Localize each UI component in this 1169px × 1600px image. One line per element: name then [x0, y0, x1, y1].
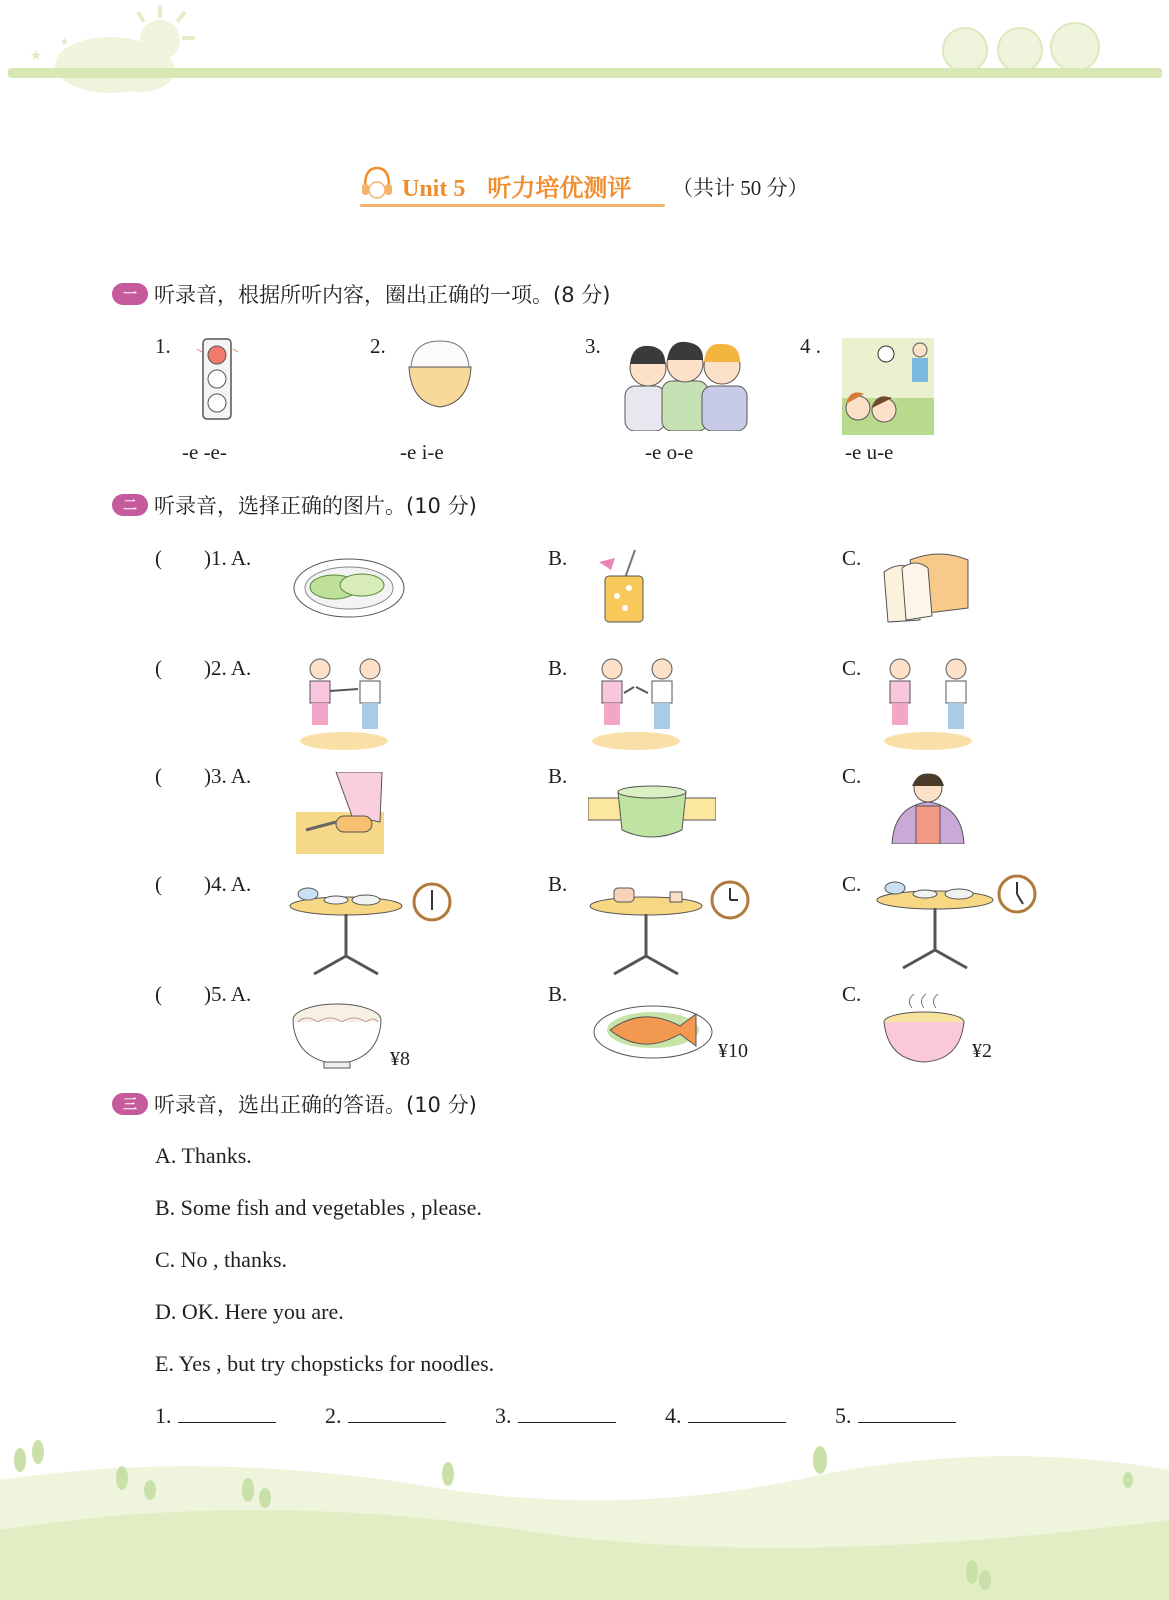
- blank-number: 1.: [155, 1403, 172, 1428]
- blank-line[interactable]: [348, 1422, 446, 1423]
- blank-number: 4.: [665, 1403, 682, 1428]
- noodle-bowl-icon[interactable]: [290, 1000, 385, 1072]
- answer-blank-4[interactable]: [665, 1403, 786, 1429]
- holding-bowl-icon[interactable]: [588, 782, 716, 844]
- s1-q1-number: 1.: [155, 334, 171, 358]
- s2-q2-b: B.: [548, 656, 568, 680]
- kids-scene-a-icon[interactable]: [298, 655, 390, 750]
- answer-blank-3[interactable]: [495, 1403, 616, 1429]
- table-clock-b-icon[interactable]: [588, 878, 756, 978]
- s1-q2-number: 2.: [370, 334, 386, 358]
- svg-text:★: ★: [60, 37, 69, 48]
- fish-price: ¥10: [718, 1040, 748, 1062]
- s2-q4-c: C.: [842, 872, 862, 896]
- section3-instruction: 听录音，选出正确的答语。(10 分): [154, 1093, 477, 1117]
- juice-glass-icon[interactable]: [595, 548, 660, 626]
- cutting-food-icon[interactable]: [296, 772, 384, 854]
- three-boys-icon: [620, 336, 750, 431]
- kids-scene-b-icon[interactable]: [590, 655, 682, 750]
- s2-q3-label[interactable]: ( )3. A.: [155, 764, 252, 788]
- answer-blank-5[interactable]: [835, 1403, 956, 1429]
- s1-q2-options[interactable]: -e i-e: [400, 440, 444, 464]
- unit-label: Unit 5: [402, 176, 466, 202]
- traffic-light-icon: [195, 335, 240, 430]
- s2-q1-b: B.: [548, 546, 568, 570]
- answer-blank-2[interactable]: [325, 1403, 446, 1429]
- headphones-icon: [360, 164, 394, 204]
- blank-line[interactable]: [858, 1422, 956, 1423]
- section2-badge: 二: [112, 494, 148, 516]
- s1-q3-options[interactable]: -e o-e: [645, 440, 694, 464]
- section3-badge: 三: [112, 1093, 148, 1115]
- answer-option-b: B. Some fish and vegetables , please.: [155, 1195, 482, 1220]
- s2-q2-c: C.: [842, 656, 862, 680]
- animal-friends-decoration-icon: [935, 15, 1115, 75]
- s2-q2-label[interactable]: ( )2. A.: [155, 656, 252, 680]
- section1-badge: 一: [112, 283, 148, 305]
- answer-option-e: E. Yes , but try chopsticks for noodles.: [155, 1351, 495, 1376]
- svg-text:★: ★: [30, 49, 43, 64]
- soup-bowl-icon[interactable]: [882, 992, 967, 1068]
- s1-q4-number: 4 .: [800, 334, 821, 358]
- s2-q3-b: B.: [548, 764, 568, 788]
- blank-line[interactable]: [518, 1422, 616, 1423]
- s1-q3-number: 3.: [585, 334, 601, 358]
- hills-decoration-icon: [0, 1440, 1169, 1600]
- section3-heading: [112, 1087, 477, 1121]
- football-kids-icon: [842, 338, 934, 435]
- woman-apron-icon[interactable]: [888, 772, 968, 844]
- sun-cloud-decoration-icon: [20, 0, 210, 100]
- s1-q4-options[interactable]: -e u-e: [845, 440, 894, 464]
- noodle-price: ¥8: [390, 1048, 410, 1070]
- title-text: [402, 168, 631, 203]
- section2-heading: [112, 488, 477, 522]
- section1-heading: [112, 277, 610, 311]
- section1-instruction: 听录音，根据所听内容，圈出正确的一项。(8 分): [154, 283, 611, 307]
- blank-line[interactable]: [178, 1422, 276, 1423]
- blank-line[interactable]: [688, 1422, 786, 1423]
- fish-plate-icon[interactable]: [592, 1000, 714, 1062]
- s2-q1-label[interactable]: ( )1. A.: [155, 546, 252, 570]
- answer-blank-1[interactable]: [155, 1403, 276, 1429]
- kids-scene-c-icon[interactable]: [882, 655, 974, 750]
- rice-bowl-icon: [403, 335, 478, 413]
- title-label: 听力培优测评: [487, 176, 632, 202]
- title-underline: [360, 204, 665, 207]
- total-score: （共计 50 分）: [672, 176, 809, 200]
- vegetable-plate-icon[interactable]: [292, 555, 407, 620]
- bread-loaf-icon[interactable]: [880, 550, 975, 625]
- s2-q5-b: B.: [548, 982, 568, 1006]
- s1-q1-options[interactable]: -e -e-: [182, 440, 227, 464]
- soup-price: ¥2: [972, 1040, 992, 1062]
- page-title: [360, 160, 860, 220]
- table-clock-c-icon[interactable]: [875, 872, 1043, 972]
- blank-number: 3.: [495, 1403, 512, 1428]
- s2-q4-label[interactable]: ( )4. A.: [155, 872, 252, 896]
- answer-option-d: D. OK. Here you are.: [155, 1299, 344, 1324]
- s2-q1-c: C.: [842, 546, 862, 570]
- s2-q5-label[interactable]: ( )5. A.: [155, 982, 252, 1006]
- table-clock-a-icon[interactable]: [288, 878, 456, 978]
- s2-q5-c: C.: [842, 982, 862, 1006]
- answer-option-c: C. No , thanks.: [155, 1247, 287, 1272]
- section2-instruction: 听录音，选择正确的图片。(10 分): [154, 494, 477, 518]
- s2-q4-b: B.: [548, 872, 568, 896]
- blank-number: 5.: [835, 1403, 852, 1428]
- blank-number: 2.: [325, 1403, 342, 1428]
- top-divider: [8, 68, 1162, 78]
- answer-option-a: A. Thanks.: [155, 1143, 252, 1168]
- s2-q3-c: C.: [842, 764, 862, 788]
